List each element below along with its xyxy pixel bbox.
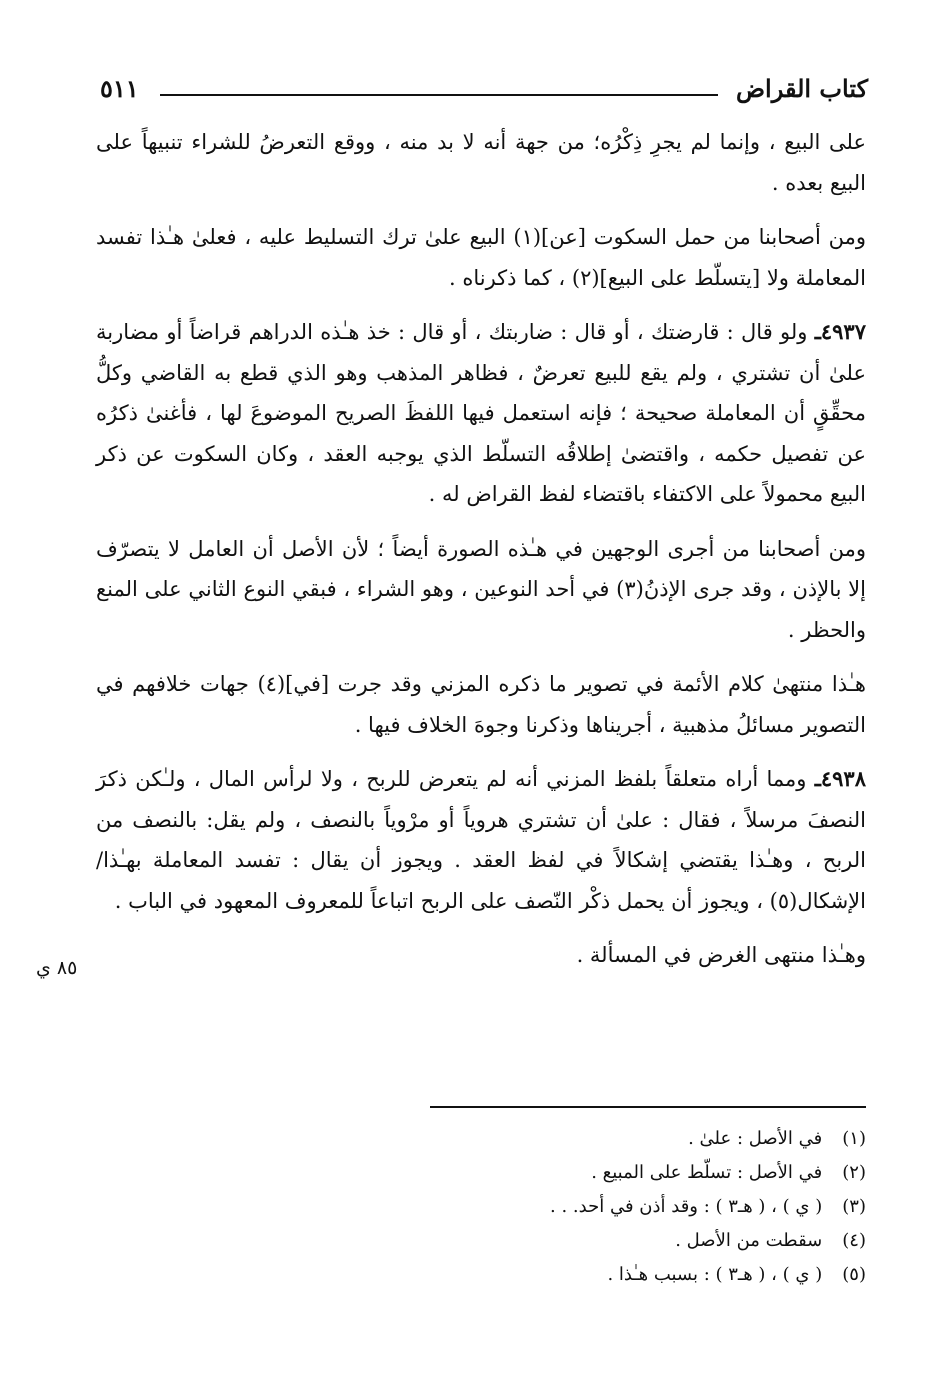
footnote	[300, 1122, 866, 1156]
section-number: ٤٩٣٨ـ	[814, 766, 866, 791]
section-number: ٤٩٣٧ـ	[814, 319, 866, 344]
paragraph	[96, 529, 866, 651]
footnote-number: (٣)	[842, 1196, 866, 1217]
footnote-text: ( ي ) ، ( هـ٣ ) : وقد أذن في أحد. . .	[550, 1196, 823, 1217]
main-text	[96, 122, 866, 990]
chapter-title: كتاب القراض	[736, 74, 868, 103]
paragraph-text: ولو قال : قارضتك ، أو قال : ضاربتك ، أو قال : خذ هـٰذه الدراهم قراضاً أو مضاربة علىٰ أن تشتري ، ولم يقع للبيع تعرضٌ ، فظاهر المذهب وهو الذي قطع به القاضي وكلُّ محقِّقٍ أن المعاملة صحيحة ؛ فإنه استعمل فيها اللفظَ الصريح الموضوعَ لها ، فأغنىٰ ذكرُه عن تفصيل حكمه ، واقتضىٰ إطلاقُه التسلّط الذي يوجبه العقد ، وكان السكوت عن ذكر البيع محمولاً على الاكتفاء باقتضاء لفظ القراض له .	[96, 320, 866, 506]
header-rule	[160, 94, 718, 96]
footnote	[300, 1224, 866, 1258]
paragraph-text: ومما أراه متعلقاً بلفظ المزني أنه لم يتعرض للربح ، ولا لرأس المال ، ولـٰكن ذكرَ النصفَ مرسلاً ، فقال : علىٰ أن تشتري هروياً أو مرْوياً بالنصف ، ولم يقل: بالنصف من الربح ، وهـٰذا يقتضي إشكالاً في لفظ العقد . ويجوز أن يقال : تفسد المعاملة بهـٰذا/ الإشكال(٥) ، ويجوز أن يحمل ذكْر النّصف على الربح اتباعاً للمعروف المعهود في الباب .	[96, 767, 866, 913]
footnote-number: (٥)	[842, 1264, 866, 1285]
paragraph	[96, 217, 866, 298]
footnote-text: في الأصل : تسلّط على المبيع .	[591, 1162, 823, 1183]
footnote-number: (٢)	[842, 1162, 866, 1183]
footnote-number: (٤)	[842, 1230, 866, 1251]
footnote-text: سقطت من الأصل .	[675, 1230, 823, 1251]
paragraph-text: هـٰذا منتهىٰ كلام الأئمة في تصوير ما ذكره المزني وقد جرت [في](٤) جهات خلافهم في التصوير مسائلُ مذهبية ، أجريناها وذكرنا وجوهَ الخلاف فيها .	[96, 672, 867, 737]
page-number: ٥١١	[100, 74, 139, 103]
footnote	[300, 1190, 866, 1224]
footnotes	[300, 1122, 866, 1292]
footnote-number: (١)	[842, 1128, 866, 1149]
running-header	[100, 72, 868, 116]
footnote-rule	[430, 1106, 866, 1108]
footnote	[300, 1258, 866, 1292]
manuscript-margin-note: ٨٥ ي	[36, 957, 78, 979]
paragraph	[96, 664, 866, 745]
paragraph	[96, 312, 866, 515]
paragraph-text: ومن أصحابنا من أجرى الوجهين في هـٰذه الصورة أيضاً ؛ لأن الأصل أن العامل لا يتصرّف إلا بالإذن ، وقد جرى الإذنُ(٣) في أحد النوعين ، وهو الشراء ، فبقي النوع الثاني على المنع والحظر .	[96, 536, 866, 642]
paragraph-text: ومن أصحابنا من حمل السكوت [عن](١) البيع علىٰ ترك التسليط عليه ، فعلىٰ هـٰذا تفسد المعاملة ولا [يتسلّط على البيع](٢) ، كما ذكرناه .	[96, 225, 866, 290]
footnote-text: ( ي ) ، ( هـ٣ ) : بسبب هـٰذا .	[607, 1264, 823, 1285]
paragraph-text: وهـٰذا منتهى الغرض في المسألة .	[576, 943, 866, 967]
footnote-text: في الأصل : علىٰ .	[688, 1128, 823, 1149]
paragraph	[96, 935, 866, 976]
paragraph-text: على البيع ، وإنما لم يجرِ ذِكْرُه؛ من جهة أنه لا بد منه ، ووقع التعرضُ للشراء تنبيهاً على البيع بعده .	[96, 130, 866, 195]
paragraph	[96, 122, 866, 203]
footnote	[300, 1156, 866, 1190]
paragraph	[96, 759, 866, 921]
